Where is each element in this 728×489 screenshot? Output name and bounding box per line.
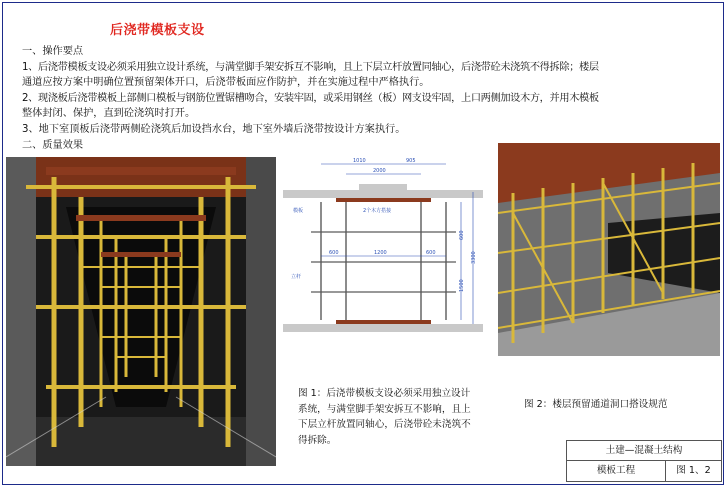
page-title: 后浇带模板支设 (110, 23, 205, 38)
dim-top-3: 2000 (373, 168, 386, 174)
scaffold-opening-image (498, 143, 720, 356)
body-text (22, 44, 716, 153)
caption-figure-1: 图 1：后浇带模板支设必须采用独立设计系统，与满堂脚手架安拆互不影响，且上下层立杆放置同轴心，后浇带砼未浇筑不得拆除。 (298, 388, 471, 446)
body-line: 整体封闭、保护，直到砼浇筑时打开。 (22, 108, 196, 120)
dim-mid-3: 600 (426, 250, 436, 256)
dim-top-1: 1010 (353, 158, 366, 164)
formwork-section-drawing (281, 152, 486, 360)
label-pole: 立杆 (291, 274, 302, 280)
title-block-figure-ref: 图 1、2 (665, 460, 722, 482)
label-plywood: 2个木方搭接 (363, 208, 392, 214)
section-drawing-svg (281, 152, 486, 360)
dim-top-2: 905 (406, 158, 416, 164)
body-line: 通道应按方案中明确位置预留架体开口，后浇带板面应作防护，并在实施过程中严格执行。 (22, 77, 430, 89)
section-heading-quality: 二、质量效果 (22, 139, 84, 151)
scaffold-photo-2 (498, 143, 720, 356)
section-heading-operation: 一、操作要点 (22, 46, 84, 57)
scaffold-tunnel-image (6, 157, 276, 466)
scaffold-photo-1 (6, 157, 276, 466)
body-line: 3、地下室顶板后浇带两侧砼浇筑后加设挡水台，地下室外墙后浇带按设计方案执行。 (22, 123, 406, 135)
label-board: 模板 (293, 208, 304, 214)
title-block-category: 土建—混凝土结构 (566, 440, 722, 461)
dim-right-3: 1500 (459, 279, 465, 292)
body-line: 2、现浇板后浇带模板上部侧口模板与钢筋位置锯槽吻合，安装牢固，或采用钢丝（板）网支设牢固，上口两侧加设木方，并用木模板 (22, 92, 599, 104)
dim-mid-1: 600 (329, 250, 339, 256)
dim-mid-2: 1200 (374, 250, 387, 256)
title-block-section: 模板工程 (566, 460, 666, 482)
dim-right-2: 3300 (471, 251, 477, 264)
dim-right-1: 600 (459, 230, 465, 240)
body-line: 1、后浇带模板支设必须采用独立设计系统，与满堂脚手架安拆互不影响，且上下层立杆放置同轴心，后浇带砼未浇筑不得拆除；楼层 (22, 61, 599, 73)
title-block (566, 440, 722, 484)
caption-figure-2: 图 2：楼层预留通道洞口搭设规范 (524, 399, 668, 410)
